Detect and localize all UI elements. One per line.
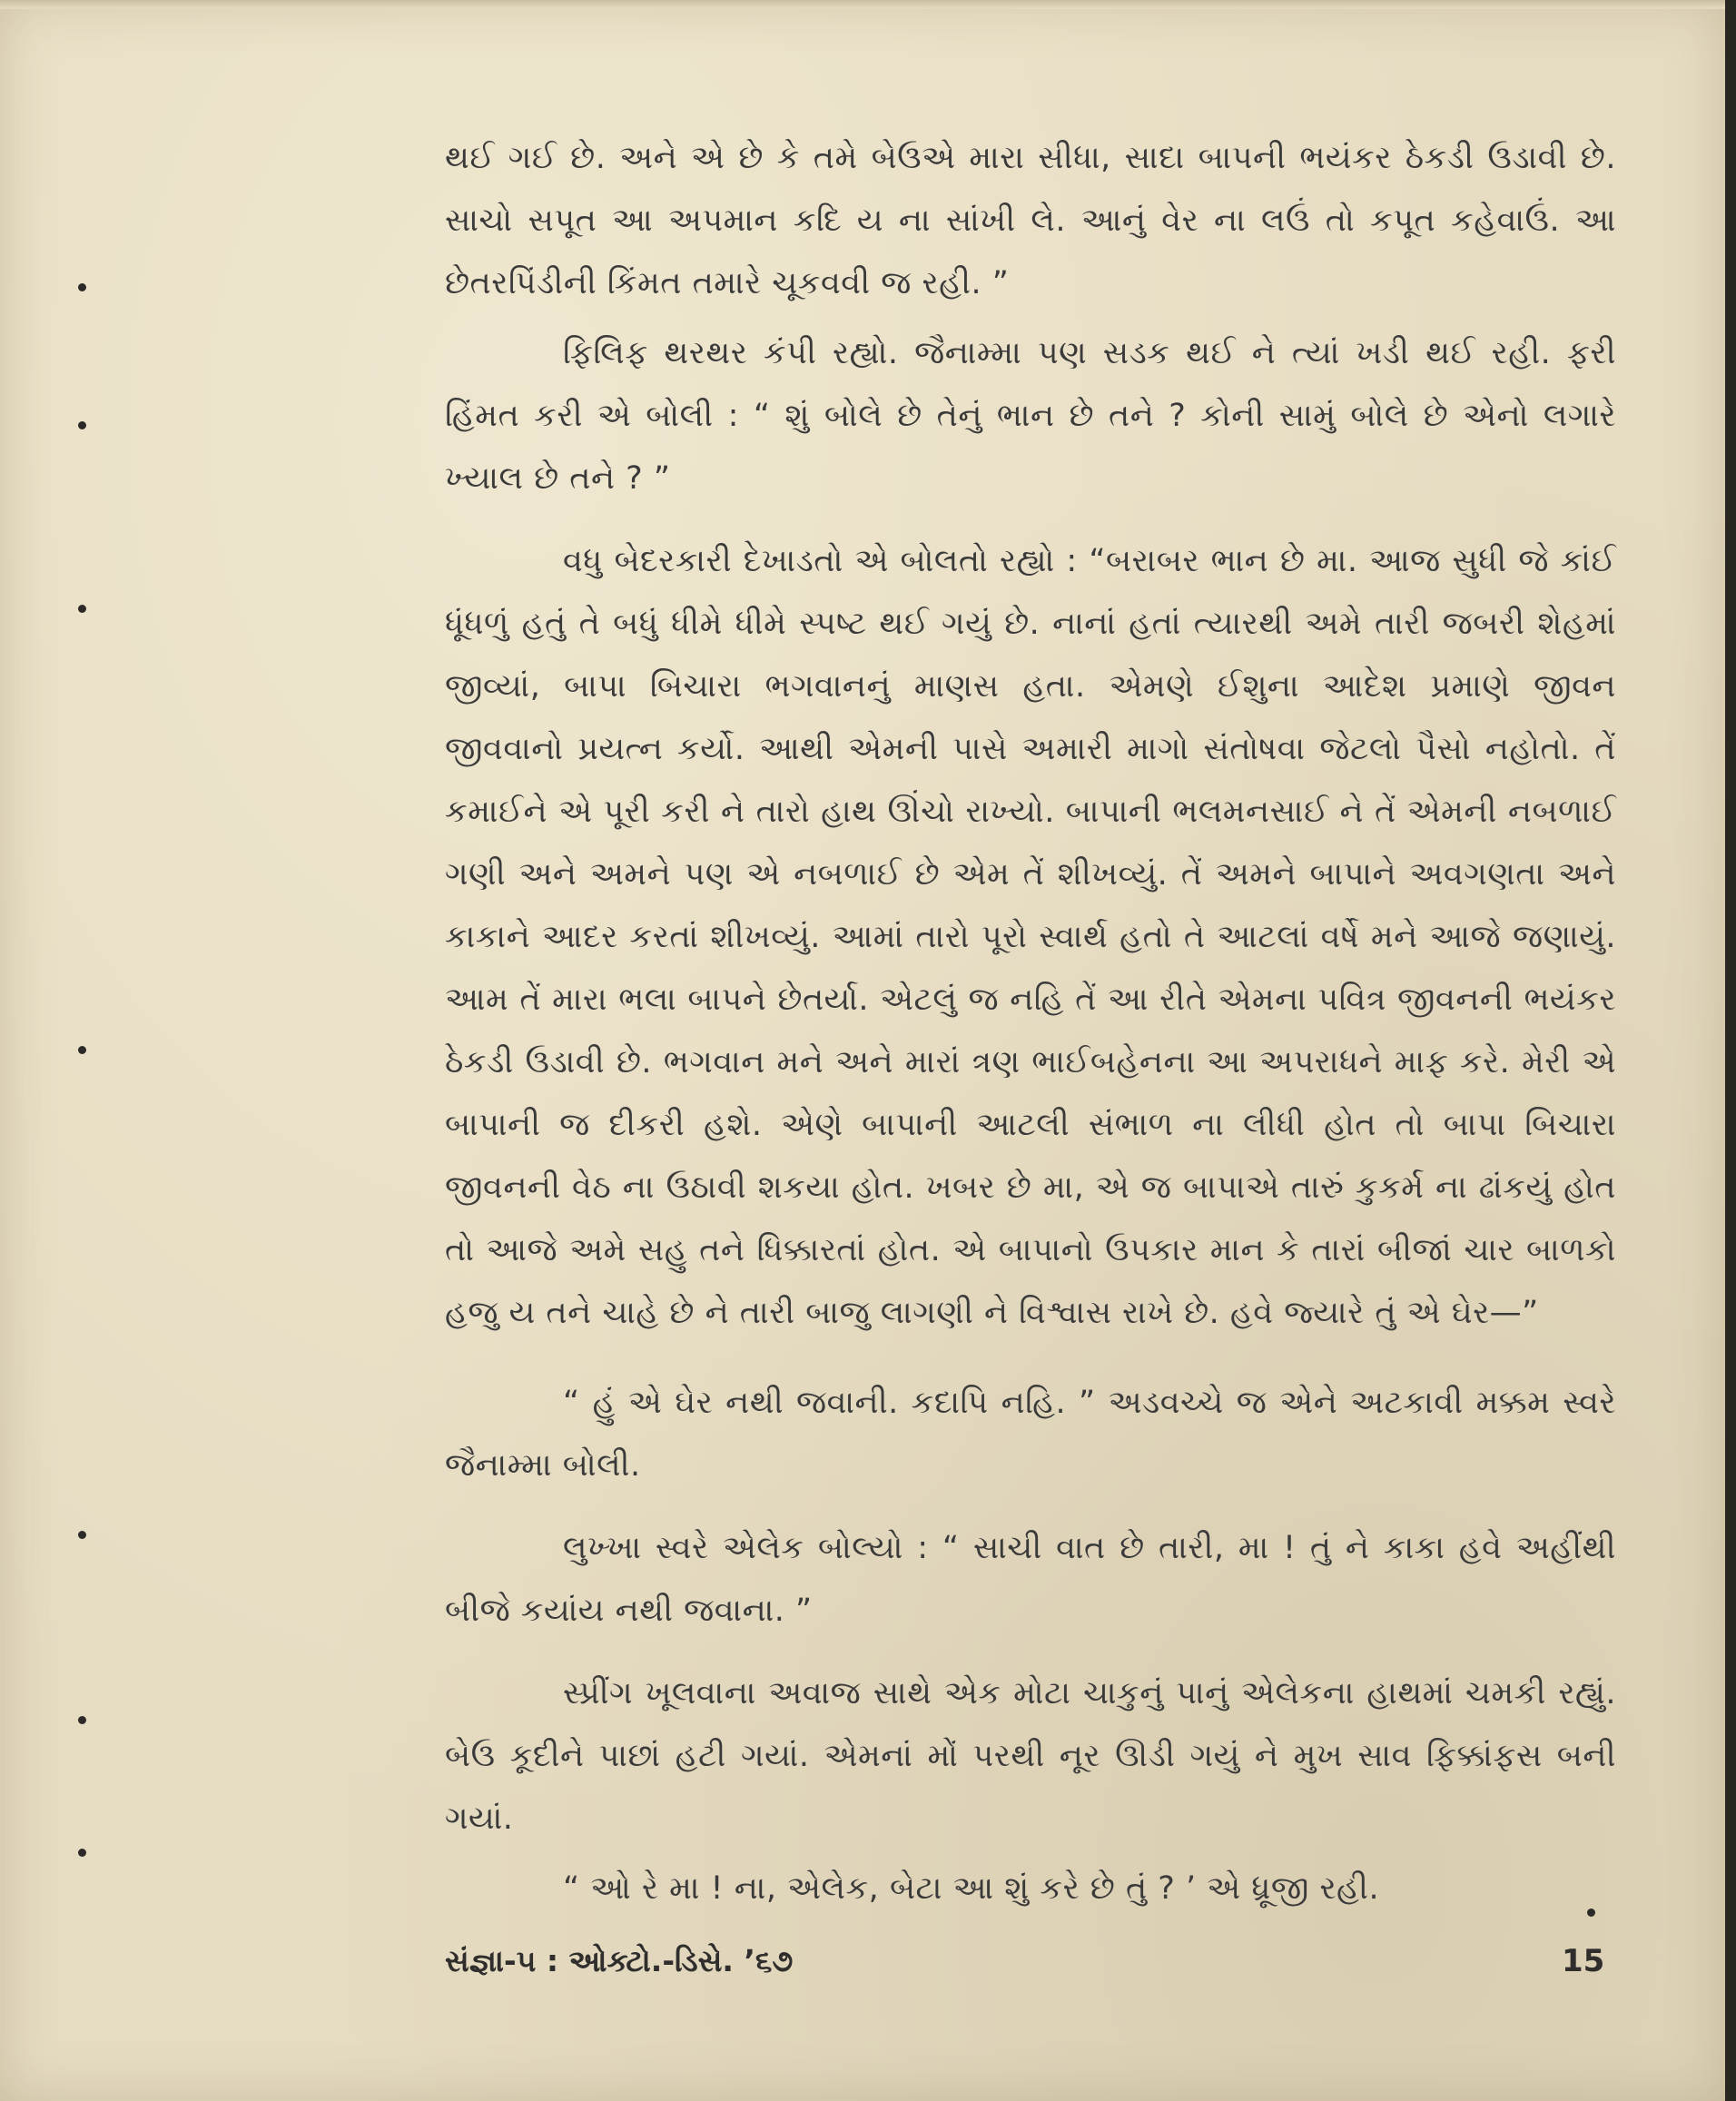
binding-hole-mark <box>78 421 86 429</box>
scan-border <box>1725 0 1736 2101</box>
binding-hole-mark <box>78 283 86 291</box>
binding-hole-mark <box>78 1716 86 1724</box>
paragraph: લુખ્ખા સ્વરે એલેક બોલ્યો : “ સાચી વાત છે તારી, મા ! તું ને કાકા હવે અહીંથી બીજે કયાંય નથી જવાના. ” <box>445 1530 1616 1629</box>
paragraph: “ હું એ ઘેર નથી જવાની. કદાપિ નહિ. ” અડવચ્ચે જ એને અટકાવી મક્કમ સ્વરે જૈનામ્મા બોલી. <box>445 1385 1616 1484</box>
footer-source: સંજ્ઞા-૫ : ઓક્ટો.-ડિસે. ’૬૭ <box>445 1943 794 1978</box>
binding-hole-mark <box>78 1849 86 1857</box>
article-body <box>445 127 1616 1920</box>
paragraph: થઈ ગઈ છે. અને એ છે કે તમે બેઉએ મારા સીધા, સાદા બાપની ભયંકર ઠેકડી ઉડાવી છે. સાચો સપૂત આ અપમાન કદિ ય ના સાંખી લે. આનું વેર ના લઉં તો કપૂત કહેવાઉં. આ છેતરપિંડીની કિંમત તમારે ચૂકવવી જ રહી. ” <box>445 140 1616 301</box>
page-number: 15 <box>1562 1943 1605 1979</box>
end-mark <box>1587 1909 1595 1917</box>
paragraph: સ્પ્રીંગ ખૂલવાના અવાજ સાથે એક મોટા ચાકુનું પાનું એલેકના હાથમાં ચમકી રહ્યું. બેઉ કૂદીને પાછાં હટી ગયાં. એમનાં મોં પરથી નૂર ઊડી ગયું ને મુખ સાવ ફિક્કાંફસ બની ગયાં. <box>445 1675 1616 1837</box>
paragraph: “ ઓ રે મા ! ના, એલેક, બેટા આ શું કરે છે તું ? ’ એ ધ્રૂજી રહી. <box>563 1870 1380 1907</box>
binding-hole-mark <box>78 1046 86 1054</box>
binding-hole-mark <box>78 1531 86 1539</box>
paragraph: ફિલિફ થરથર કંપી રહ્યો. જૈનામ્મા પણ સડક થઈ ને ત્યાં ખડી થઈ રહી. ફરી હિંમત કરી એ બોલી : “ શું બોલે છે તેનું ભાન છે તને ? કોની સામું બોલે છે એનો લગારે ખ્યાલ છે તને ? ” <box>445 335 1616 497</box>
paragraph: વધુ બેદરકારી દેખાડતો એ બોલતો રહ્યો : “બરાબર ભાન છે મા. આજ સુધી જે કાંઈ ધૂંધળું હતું તે બધું ધીમે ધીમે સ્પષ્ટ થઈ ગયું છે. નાનાં હતાં ત્યારથી અમે તારી જબરી શેહમાં જીવ્યાં, બાપા બિચારા ભગવાનનું માણસ હતા. એમણે ઈશુના આદેશ પ્રમાણે જીવન જીવવાનો પ્રયત્ન કર્યો. આથી એમની પાસે અમારી માગો સંતોષવા જેટલો પૈસો નહોતો. તેં કમાઈને એ પૂરી કરી ને તારો હાથ ઊંચો રાખ્યો. બાપાની ભલમનસાઈ ને તેં એમની નબળાઈ ગણી અને અમને પણ એ નબળાઈ છે એમ તેં શીખવ્યું. તેં અમને બાપાને અવગણતા અને કાકાને આદર કરતાં શીખવ્યું. આમાં તારો પૂરો સ્વાર્થ હતો તે આટલાં વર્ષે મને આજે જણાયું. આમ તેં મારા ભલા બાપને છેતર્યા. એટલું જ નહિ તેં આ રીતે એમના પવિત્ર જીવનની ભયંકર ઠેકડી ઉડાવી છે. ભગવાન મને અને મારાં ત્રણ ભાઈબહેનના આ અપરાધને માફ કરે. મેરી એ બાપાની જ દીકરી હશે. એણે બાપાની આટલી સંભાળ ના લીધી હોત તો બાપા બિચારા જીવનની વેઠ ના ઉઠાવી શકયા હોત. ખબર છે મા, એ જ બાપાએ તારું કુકર્મ ના ઢાંકયું હોત તો આજે અમે સહુ તને ધિક્કારતાં હોત. એ બાપાનો ઉપકાર માન કે તારાં બીજાં ચાર બાળકો હજુ ય તને ચાહે છે ને તારી બાજુ લાગણી ને વિશ્વાસ રાખે છે. હવે જ્યારે તું એ ઘેર—” <box>445 543 1616 1331</box>
binding-hole-mark <box>78 605 86 613</box>
page-top-edge <box>0 0 1725 9</box>
